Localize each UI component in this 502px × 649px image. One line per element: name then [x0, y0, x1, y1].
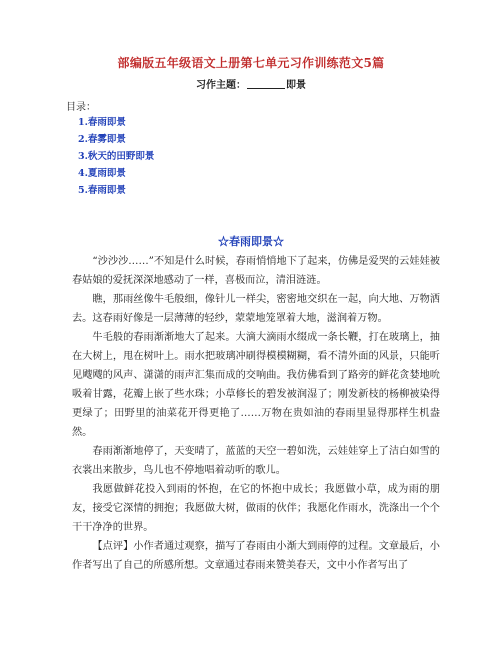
paragraph: 瞧，那雨丝像牛毛般细，像针儿一样尖，密密地交织在一起，向大地、万物洒去。这春雨好像是一层薄薄的轻纱，蒙蒙地笼罩着大地，滋润着万物。 — [72, 294, 440, 324]
toc-label: 目录： — [66, 102, 96, 113]
section-heading: ☆春雨即景☆ — [218, 235, 284, 248]
toc-link[interactable]: 2.春雾即景 — [78, 134, 126, 145]
document-title: 部编版五年级语文上册第七单元习作训练范文5篇 — [117, 56, 385, 70]
subject-suffix: 即景 — [286, 80, 306, 91]
paragraph: 春雨渐渐地停了，天变晴了，蓝蓝的天空一碧如洗，云娃娃穿上了洁白如雪的衣裳出来散步，鸟儿也不停地唱着动听的歌儿。 — [72, 446, 440, 476]
essay-body — [72, 252, 440, 575]
toc-link[interactable]: 1.春雨即景 — [78, 117, 126, 128]
paragraph: 我愿做鲜花投入到雨的怀抱，在它的怀抱中成长；我愿做小草，成为雨的朋友，接受它深情的拥抱；我愿做大树，做雨的伙伴；我愿化作雨水，洗涤出一个个干干净净的世界。 — [72, 484, 440, 533]
table-of-contents — [78, 114, 154, 199]
toc-link[interactable]: 4.夏雨即景 — [78, 168, 126, 179]
subject-prefix: 习作主题： — [196, 80, 246, 91]
toc-link[interactable]: 3.秋天的田野即景 — [78, 151, 155, 162]
comment-paragraph: 【点评】小作者通过观察，描写了春雨由小渐大到雨停的过程。文章最后，小作者写出了自己的所感所想。文章通过春雨来赞美春天，文中小作者写出了 — [72, 541, 440, 571]
paragraph: “沙沙沙……”不知是什么时候，春雨悄悄地下了起来，仿佛是爱哭的云娃娃被春姑娘的爱抚深深地感动了一样，喜极而泣，清泪涟涟。 — [72, 256, 440, 286]
toc-link[interactable]: 5.春雨即景 — [78, 185, 126, 196]
paragraph: 牛毛般的春雨渐渐地大了起来。大滴大滴雨水缀成一条长鞭，打在玻璃上，抽在大树上，甩在树叶上。雨水把玻璃冲刷得模模糊糊，看不清外面的风景，只能听见飕飕的风声、潇潇的雨声汇集而成的交响曲。我仿佛看到了路旁的鲜花贪婪地吮吸着甘露，花瓣上嵌了些水珠；小草修长的碧发被润湿了；刚发新枝的杨柳被染得更绿了；田野里的油菜花开得更艳了……万物在贵如油的春雨里显得那样生机盎然。 — [72, 332, 440, 438]
essay-subject-line — [0, 76, 502, 91]
subject-blank — [247, 78, 285, 89]
